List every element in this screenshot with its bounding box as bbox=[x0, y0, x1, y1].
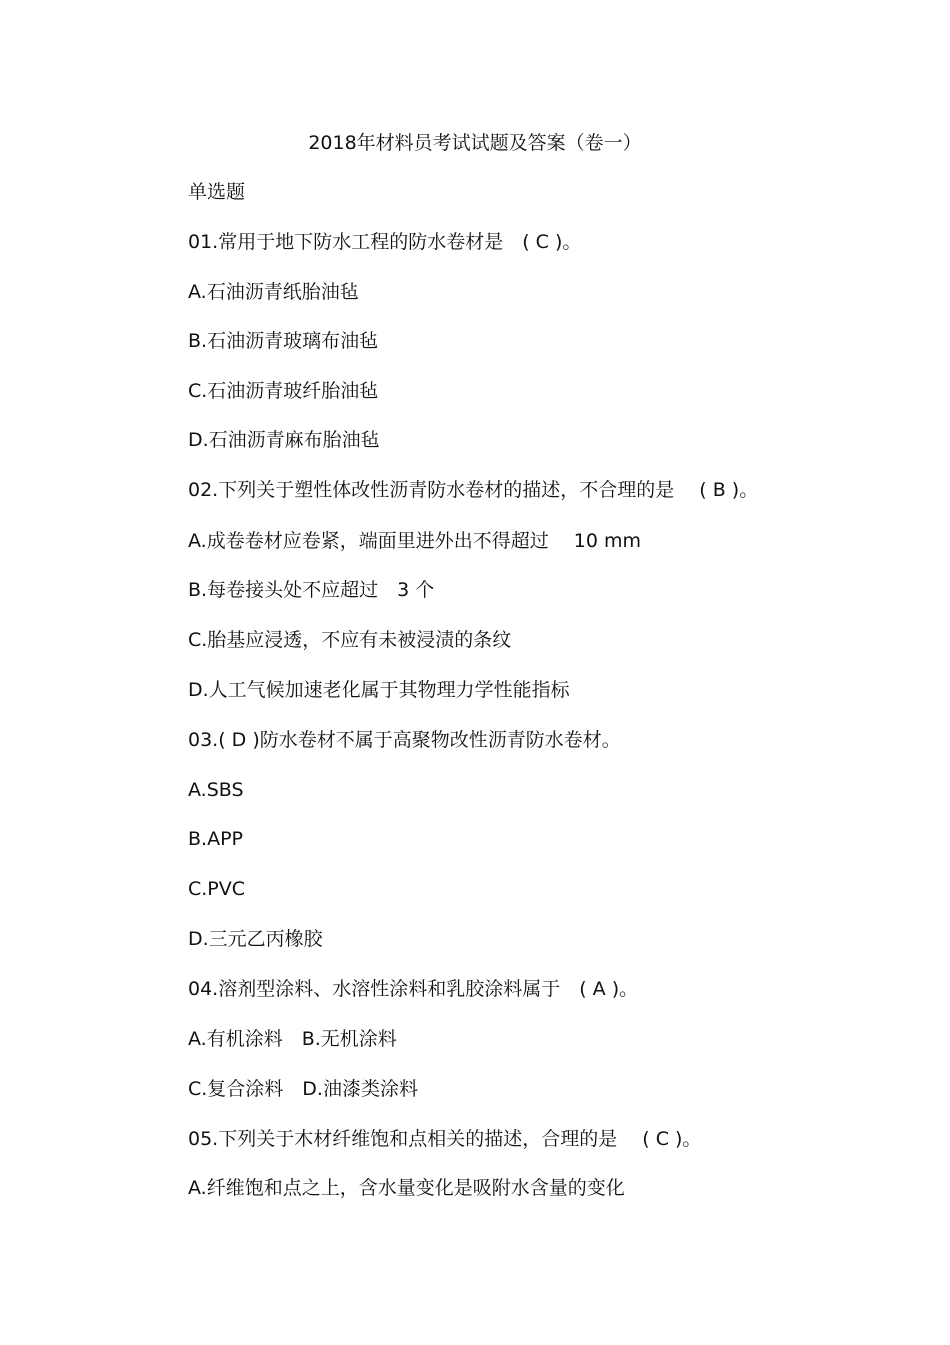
option-1d: D.石油沥青麻布胎油毡 bbox=[188, 429, 380, 451]
option-1b: B.石油沥青玻璃布油毡 bbox=[188, 330, 379, 352]
option-5a: A.纤维饱和点之上，含水量变化是吸附水含量的变化 bbox=[188, 1177, 625, 1199]
question-3: 03.( D )防水卷材不属于高聚物改性沥青防水卷材。 bbox=[188, 729, 621, 751]
option-3a: A.SBS bbox=[188, 779, 244, 801]
option-3c: C.PVC bbox=[188, 878, 246, 900]
option-1a: A.石油沥青纸胎油毡 bbox=[188, 281, 359, 303]
option-2d: D.人工气候加速老化属于其物理力学性能指标 bbox=[188, 679, 570, 701]
option-3d: D.三元乙丙橡胶 bbox=[188, 928, 323, 950]
question-1: 01.常用于地下防水工程的防水卷材是 ( C )。 bbox=[188, 231, 582, 253]
question-4: 04.溶剂型涂料、水溶性涂料和乳胶涂料属于 ( A )。 bbox=[188, 978, 639, 1000]
option-2c: C.胎基应浸透，不应有未被浸渍的条纹 bbox=[188, 629, 512, 651]
question-5: 05.下列关于木材纤维饱和点相关的描述，合理的是 ( C )。 bbox=[188, 1128, 702, 1150]
section-heading: 单选题 bbox=[188, 181, 246, 203]
option-1c: C.石油沥青玻纤胎油毡 bbox=[188, 380, 379, 402]
option-2b: B.每卷接头处不应超过 3 个 bbox=[188, 579, 435, 601]
question-2: 02.下列关于塑性体改性沥青防水卷材的描述，不合理的是 ( B )。 bbox=[188, 479, 759, 501]
option-4ab: A.有机涂料 B.无机涂料 bbox=[188, 1028, 397, 1050]
option-2a: A.成卷卷材应卷紧，端面里进外出不得超过 10 mm bbox=[188, 530, 641, 552]
option-3b: B.APP bbox=[188, 828, 243, 850]
document-title: 2018年材料员考试试题及答案（卷一） bbox=[308, 132, 642, 154]
option-4cd: C.复合涂料 D.油漆类涂料 bbox=[188, 1078, 418, 1100]
